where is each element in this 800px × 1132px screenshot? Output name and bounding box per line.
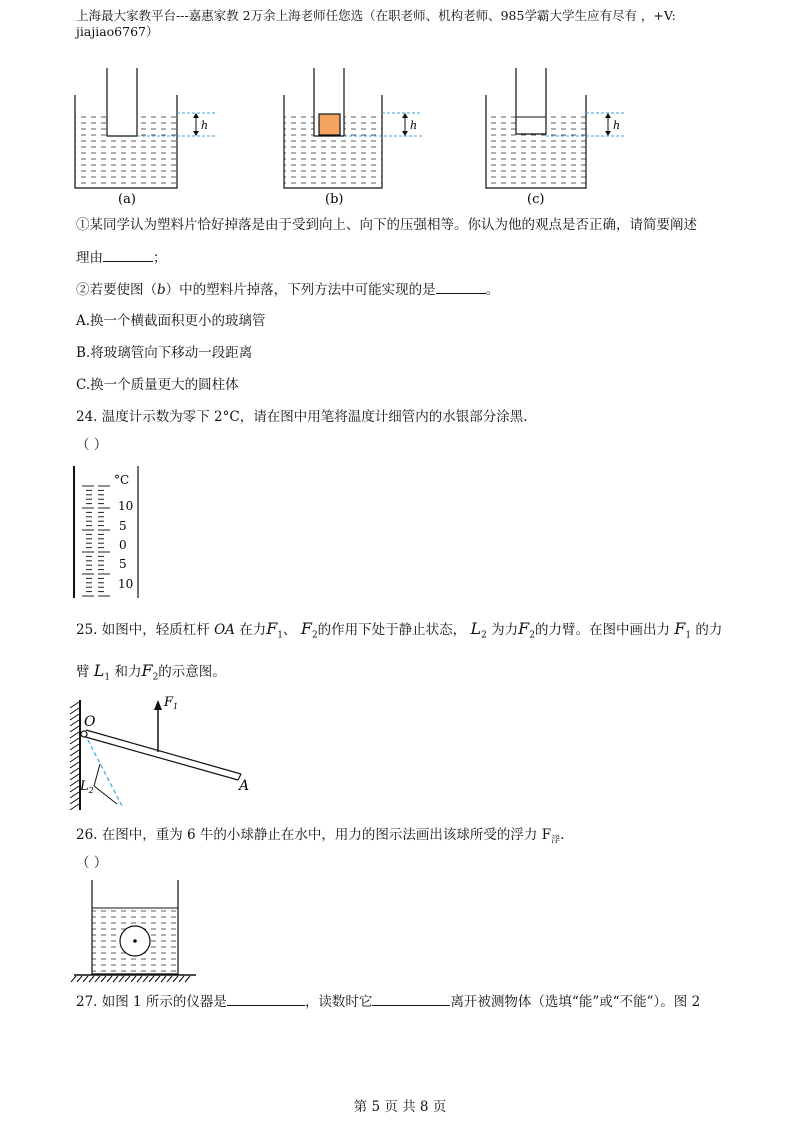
force-f1-label: $F_1$	[164, 695, 179, 711]
q26-text: 26. 在图中，重为 6 牛的小球静止在水中，用力的图示法画出该球所受的浮力 $F_浮$.	[76, 827, 565, 846]
thermometer-unit: °C	[114, 473, 130, 487]
h-label-a: h	[201, 119, 209, 132]
q26-answer-paren: （ ）	[76, 855, 108, 871]
reading-blank[interactable]	[372, 992, 450, 1006]
q25-line1: 25. 如图中，轻质杠杆 OA 在力$F_1$、 $F_2$的作用下处于静止状态， $L_2$ 为力$F_2$的力臂。在图中画出力 $F_1$ 的力	[76, 619, 723, 641]
tick-label-5-top: 5	[119, 519, 127, 533]
q23-item2: ②若要使图（b）中的塑料片掉落，下列方法中可能实现的是 。	[76, 282, 500, 298]
figure-a-label: (a)	[118, 192, 136, 207]
page-footer: 第 5 页 共 8 页	[353, 1099, 447, 1115]
header-line-2: jiajiao6767）	[76, 24, 159, 39]
ground-hatch	[71, 976, 190, 982]
arm-l2-label: $L_2$	[80, 779, 94, 795]
thermometer[interactable]	[68, 462, 158, 604]
instrument-blank[interactable]	[227, 992, 305, 1006]
q23-item1-line1: ①某同学认为塑料片恰好掉落是由于受到向上、向下的压强相等。你认为他的观点是否正确，请简要阐述	[76, 217, 697, 233]
header-line-1: 上海最大家教平台---嘉惠家教 2万余上海老师任您选（在职老师、机构老师、985学霸大学生应有尽有 ，+V:	[76, 8, 676, 23]
reason-blank[interactable]	[103, 248, 153, 262]
tick-label-0: 0	[119, 538, 127, 552]
figure-b-label: (b)	[325, 192, 344, 207]
thermometer-scale	[82, 486, 110, 596]
q24-answer-paren: （ ）	[76, 437, 108, 453]
tick-label-5-bottom: 5	[119, 557, 127, 571]
point-o-label: O	[84, 714, 96, 730]
q23-option-c: C.换一个质量更大的圆柱体	[76, 377, 239, 393]
method-blank[interactable]	[436, 280, 486, 294]
q23-figures	[60, 60, 660, 210]
ball-in-water-diagram	[70, 878, 200, 984]
q24-text: 24. 温度计示数为零下 2°C，请在图中用笔将温度计细管内的水银部分涂黑.	[76, 409, 528, 425]
q23-option-b: B.将玻璃管向下移动一段距离	[76, 345, 253, 361]
figure-b	[284, 68, 422, 207]
wall-hatch	[70, 702, 79, 810]
tick-label-10-bottom: 10	[118, 577, 134, 591]
cylinder-block	[319, 114, 340, 135]
h-label-b: h	[410, 119, 418, 132]
q23-option-a: A.换一个横截面积更小的玻璃管	[76, 313, 266, 329]
force-f2-line	[88, 740, 122, 806]
figure-c-label: (c)	[527, 192, 545, 207]
tick-label-10-top: 10	[118, 499, 134, 513]
reason-label: 理由	[76, 250, 103, 266]
point-a-label: A	[239, 778, 250, 794]
figure-c	[486, 68, 625, 207]
pivot-o	[81, 731, 87, 737]
q27-text: 27. 如图 1 所示的仪器是 ，读数时它 离开被测物体（选填“能”或“不能”）。图 2	[76, 994, 701, 1010]
page-header	[76, 8, 726, 40]
figure-a	[75, 68, 215, 207]
h-label-c: h	[613, 119, 621, 132]
lever-diagram	[66, 690, 256, 812]
q25-line2: 臂 $L_1$ 和力$F_2$的示意图。	[76, 661, 226, 683]
q23-item1-line2: 理由 ；	[76, 250, 167, 266]
